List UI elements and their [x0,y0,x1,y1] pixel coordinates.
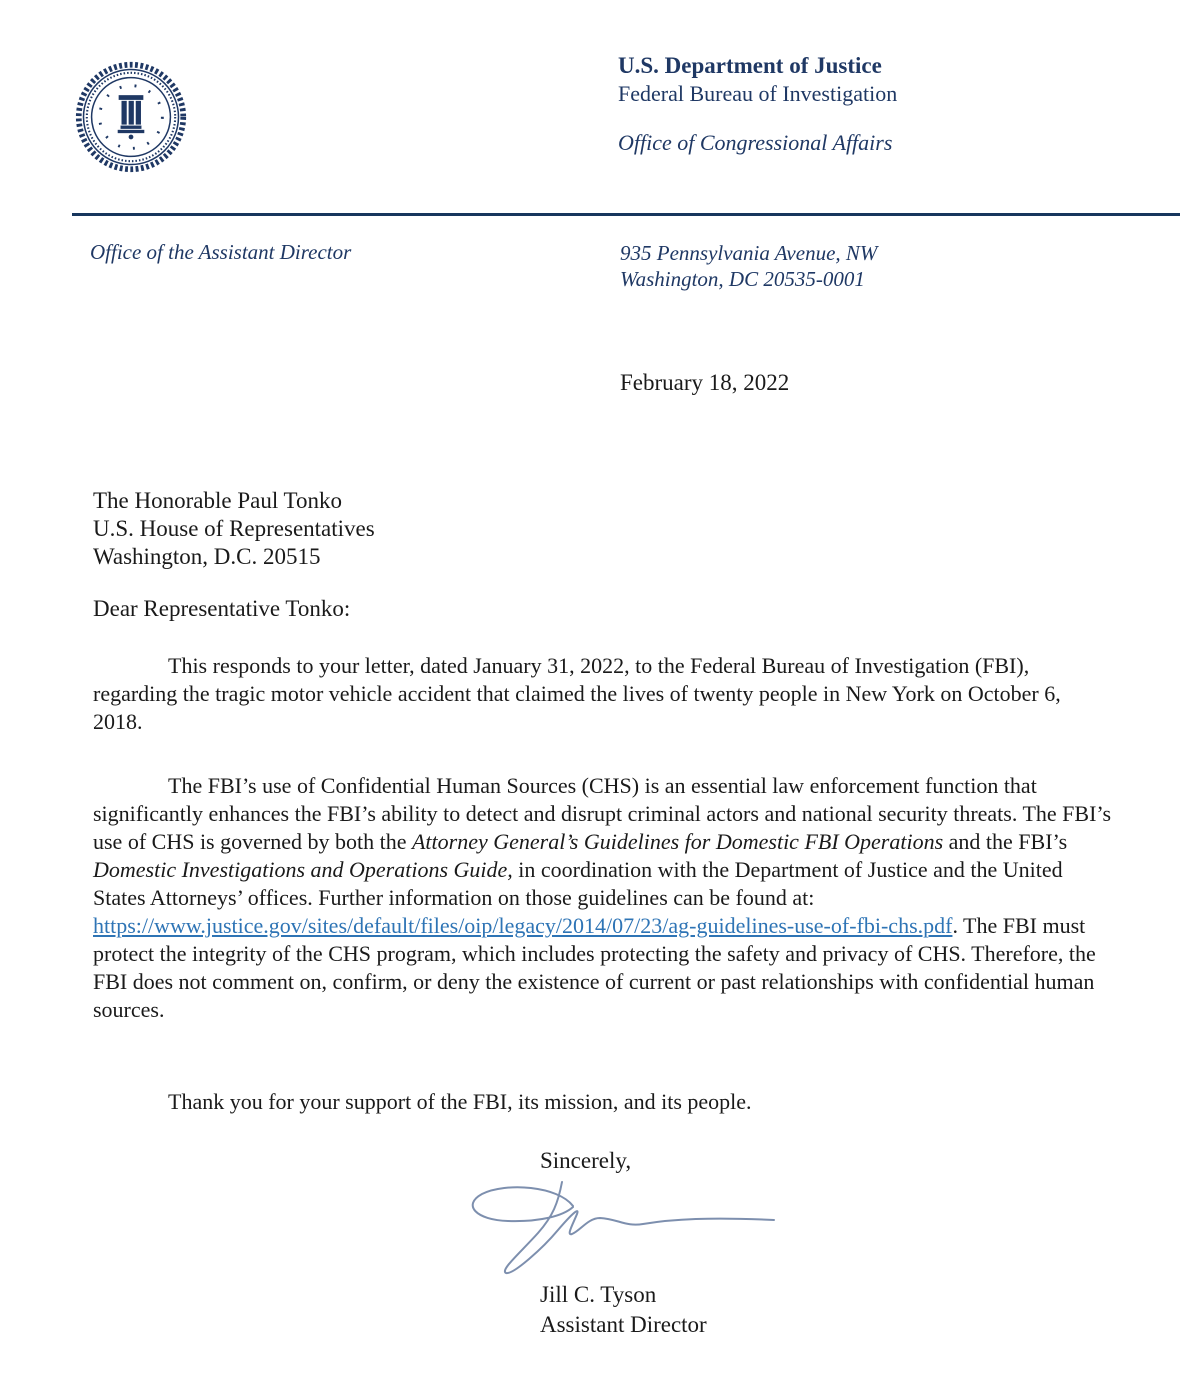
recipient-org: U.S. House of Representatives [93,516,375,541]
address-line-1: 935 Pennsylvania Avenue, NW [620,241,878,265]
body-paragraph-1: This responds to your letter, dated January 31, 2022, to the Federal Bureau of Investigation (FBI), regarding the tragic motor vehicle accident that claimed the lives of twenty people in New York on October 6, 2018. [93,653,1061,734]
para2-text-4: . The FBI must protect the integrity of the CHS program, which includes protecting the safety and privacy of CHS. Therefore, the FBI does not comment on, confirm, or deny the existence of current or past relationships with confidential human sources. [93,913,1096,1022]
closing-sincerely: Sincerely, [540,1148,632,1173]
signer-title: Assistant Director [540,1312,707,1337]
fbi-seal-icon [74,60,188,174]
para2-italic-title-1: Attorney General’s Guidelines for Domestic FBI Operations [411,829,944,854]
recipient-block [93,487,375,571]
para2-text-2: and the FBI’s [943,829,1068,854]
address-line-2: Washington, DC 20535-0001 [620,267,865,291]
office-congressional-affairs: Office of Congressional Affairs [618,130,893,155]
salutation: Dear Representative Tonko: [93,596,351,621]
para2-text-1: The FBI’s use of Confidential Human Sources (CHS) is an essential law enforcement function that significantly enhances the FBI’s ability to detect and disrupt criminal actors and national security threats. The FBI’s use of CHS is governed by both the [93,773,1112,854]
letterhead-department-block [618,52,897,156]
letter-date: February 18, 2022 [620,370,790,395]
para2-italic-title-2: Domestic Investigations and Operations Guide, [93,857,513,882]
office-assistant-director: Office of the Assistant Director [90,240,352,264]
body-paragraph-3: Thank you for your support of the FBI, its mission, and its people. [168,1089,752,1114]
recipient-name: The Honorable Paul Tonko [93,488,343,513]
letterhead-address [620,240,877,292]
guidelines-link[interactable]: https://www.justice.gov/sites/default/files/oip/legacy/2014/07/23/ag-guidelines-use-of-fbi-chs.pdf [93,913,953,938]
letterhead-divider [72,213,1180,216]
para2-text-3: in coordination with the Department of Justice and the United States Attorneys’ offices. Further information on those guidelines can be found at: [93,857,1063,910]
signature-handwriting [458,1178,780,1296]
body-paragraph-2 [93,772,1115,1024]
signature-block [540,1280,707,1340]
department-title: U.S. Department of Justice [618,53,882,78]
bureau-title: Federal Bureau of Investigation [618,81,898,106]
signer-name: Jill C. Tyson [540,1282,657,1307]
recipient-city: Washington, D.C. 20515 [93,544,321,569]
